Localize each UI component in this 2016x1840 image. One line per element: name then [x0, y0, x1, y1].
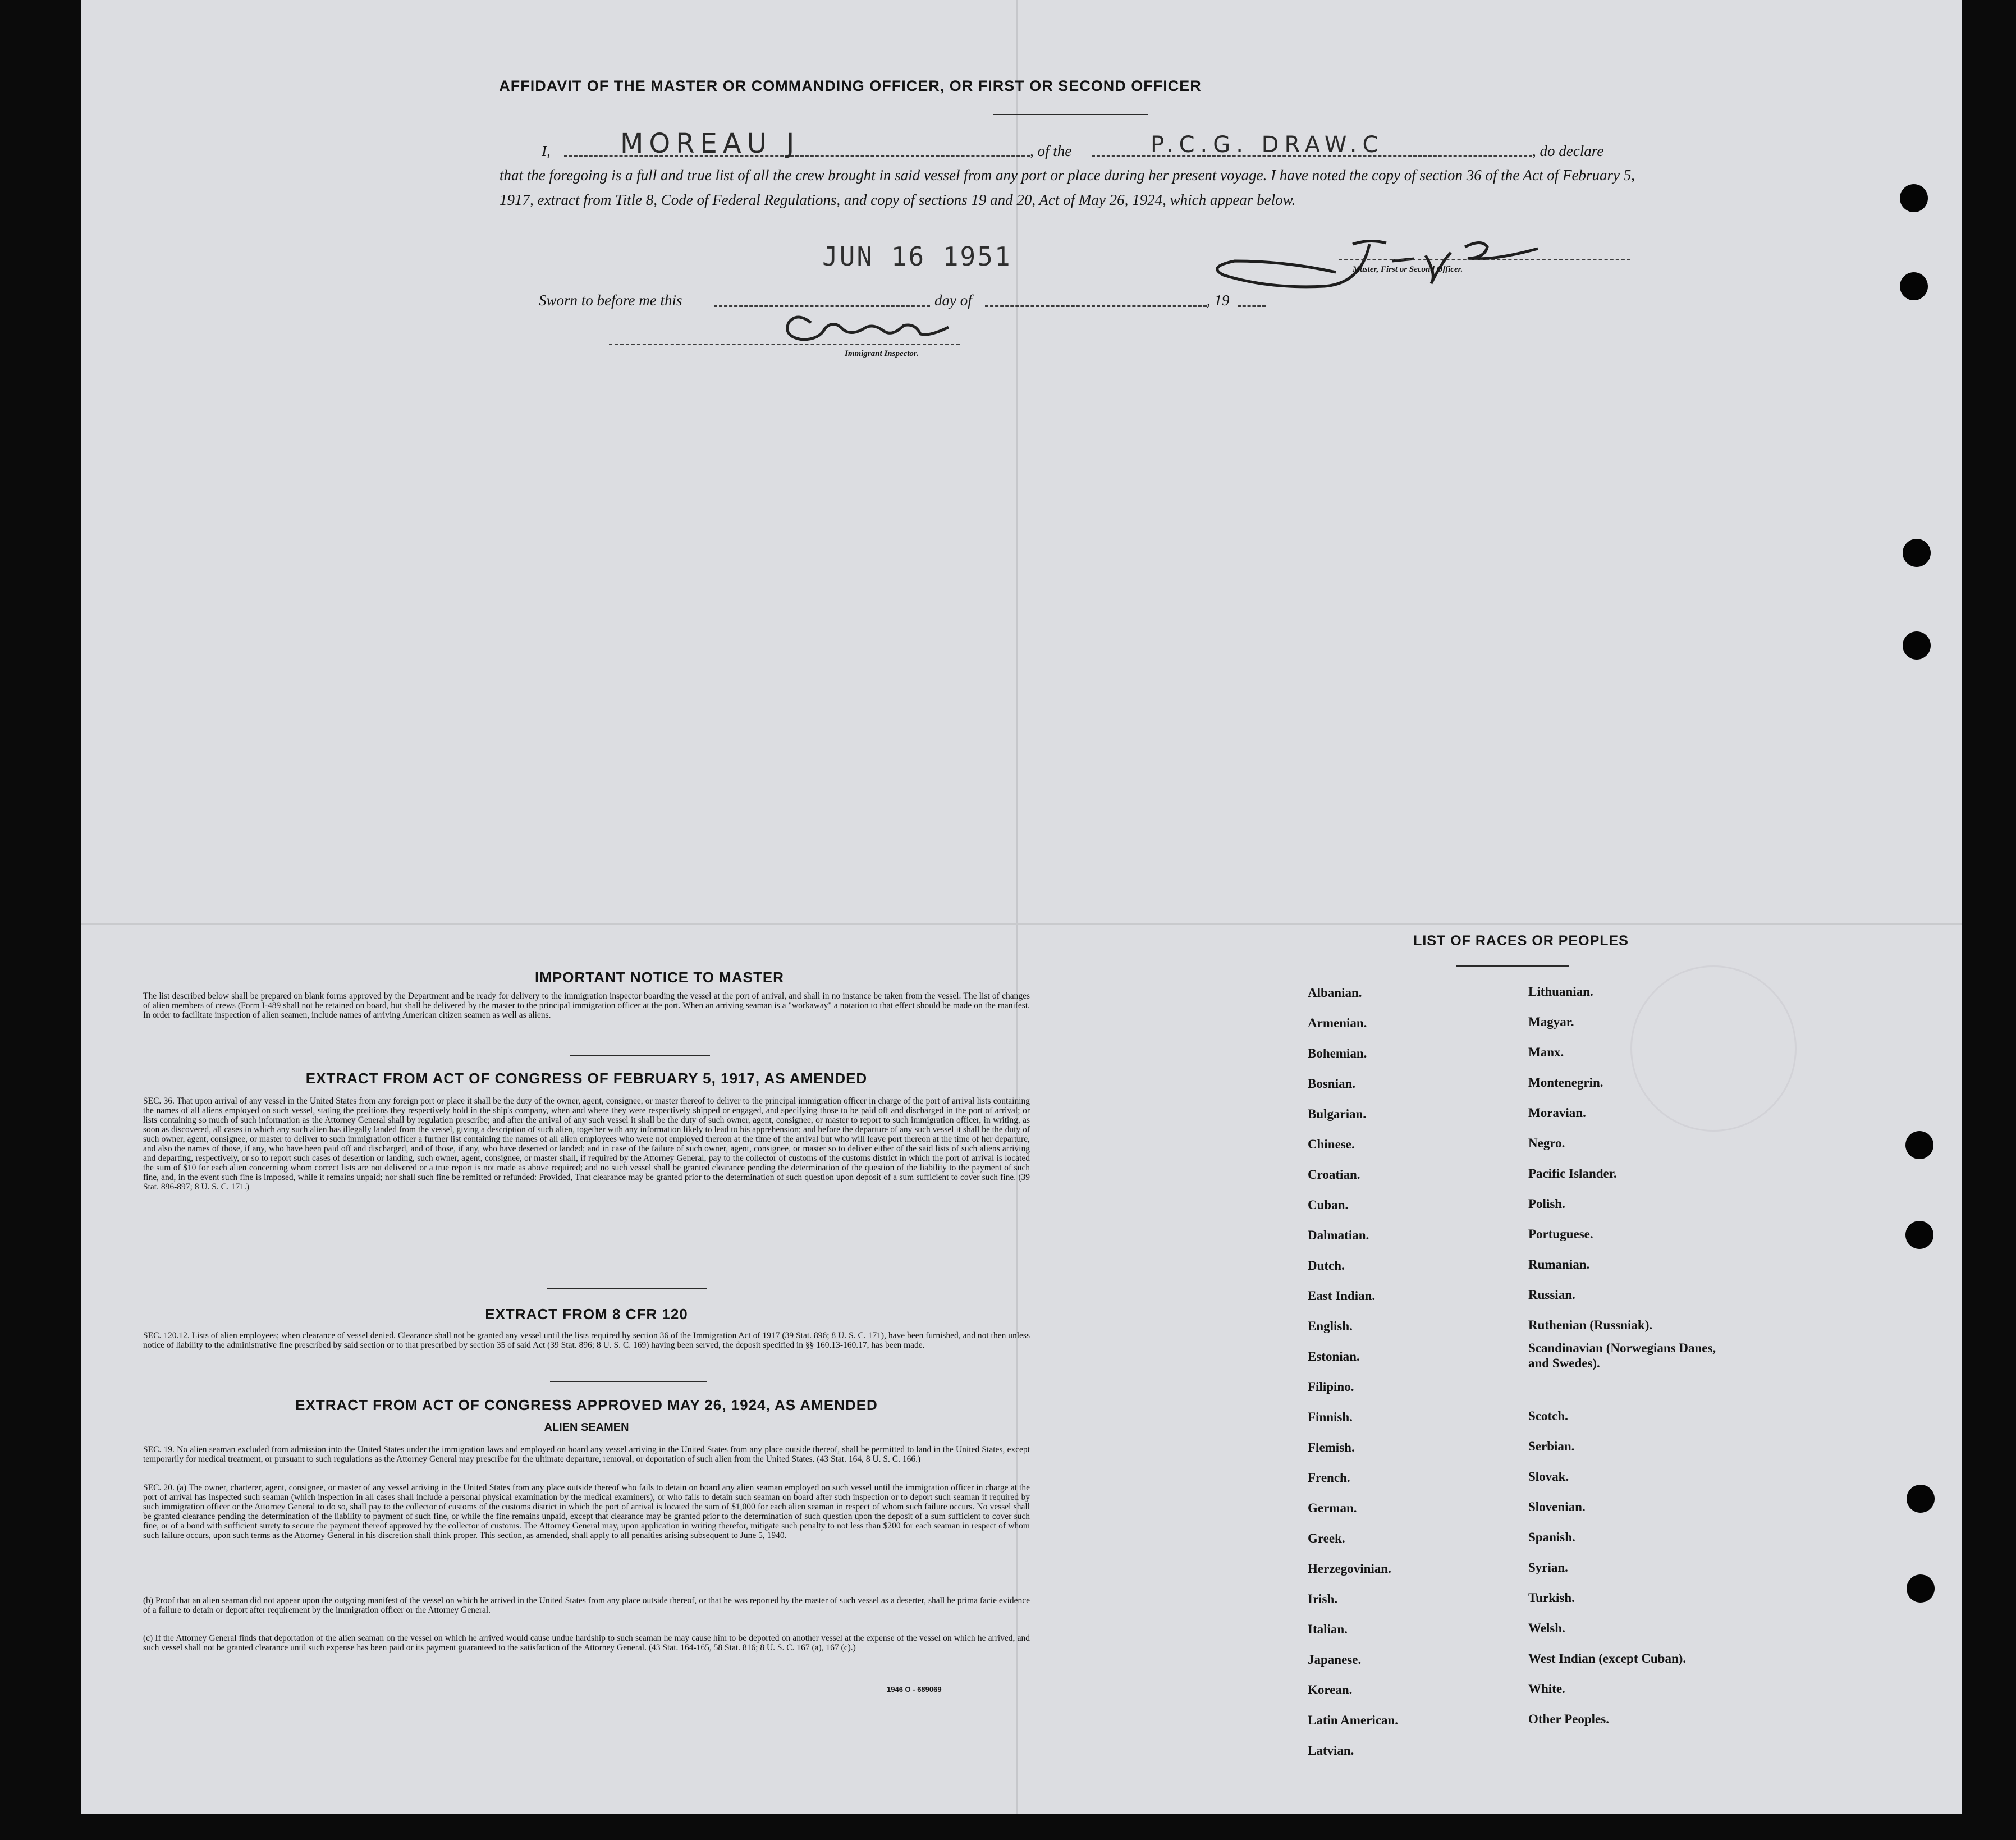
- punch-hole-icon: [1905, 1131, 1933, 1159]
- race-item: Latvian.: [1308, 1743, 1354, 1757]
- punch-hole-icon: [1903, 631, 1931, 660]
- extract-1924-title: EXTRACT FROM ACT OF CONGRESS APPROVED MAY 26, 1924, AS AMENDED: [295, 1397, 878, 1413]
- race-item: Herzegovinian.: [1308, 1562, 1391, 1576]
- extract-cfr-title: EXTRACT FROM 8 CFR 120: [485, 1306, 688, 1322]
- race-item: Montenegrin.: [1528, 1075, 1603, 1090]
- day-of-label: day of: [934, 292, 972, 309]
- race-item: Albanian.: [1308, 986, 1362, 1000]
- master-signature: [1201, 222, 1549, 300]
- sworn-month-line: [985, 305, 1207, 307]
- of-the-label: , of the: [1030, 143, 1072, 159]
- race-item: Cuban.: [1308, 1198, 1349, 1212]
- race-item: French.: [1308, 1471, 1350, 1485]
- year-label: , 19: [1207, 292, 1230, 309]
- punch-hole-icon: [1903, 539, 1931, 567]
- punch-hole-icon: [1900, 272, 1928, 300]
- vessel-name-handwritten: P.C.G. DRAW.C: [1151, 132, 1384, 158]
- horizontal-fold-line: [81, 923, 1962, 925]
- race-item: [1528, 1371, 1730, 1401]
- officer-name-handwritten: MOREAU J: [620, 128, 800, 159]
- master-caption: Master, First or Second Officer.: [1353, 265, 1463, 274]
- race-item: Negro.: [1528, 1136, 1565, 1150]
- race-item: Bosnian.: [1308, 1077, 1356, 1091]
- do-declare-label: , do declare: [1532, 143, 1604, 159]
- date-stamp: JUN 16 1951: [822, 241, 1012, 272]
- extract-1924-subtitle: ALIEN SEAMEN: [544, 1421, 629, 1434]
- race-item: Finnish.: [1308, 1410, 1353, 1424]
- vertical-fold-line: [1016, 0, 1018, 1814]
- race-item: Serbian.: [1528, 1439, 1575, 1453]
- extract-cfr-body: SEC. 120.12. Lists of alien employees; when clearance of vessel denied. Clearance shall not be granted any vessel until the lists required by section 36 of the Immigration Act of 1917 (39 Stat. 896; 8 U. S. C. 171), have been furnished, and not then unless notice of liability to the administrative fine prescribed by said section or to that prescribed by section 35 of said Act (39 Stat. 896; 8 U. S. C. 169) having been served, the deposit specified in §§ 160.13-160.17, has been made.: [143, 1331, 1030, 1350]
- master-signature-line: [1339, 259, 1630, 260]
- race-item: Bulgarian.: [1308, 1107, 1367, 1121]
- races-title: LIST OF RACES OR PEOPLES: [1413, 933, 1629, 949]
- race-item: Japanese.: [1308, 1653, 1362, 1667]
- extract-1924-sec20c: (c) If the Attorney General finds that deportation of the alien seaman on the vessel on which he arrived would cause undue hardship to such seaman he may cause him to be deported on another vessel at the expense of the vessel on which he arrived, and such vessel shall not be granted clearance until such expense has been paid or its payment guaranteed to the satisfaction of the Attorney General. (43 Stat. 164-165, 58 Stat. 816; 8 U. S. C. 167 (a), 167 (c).): [143, 1633, 1030, 1653]
- race-item: Slovenian.: [1528, 1500, 1586, 1514]
- section-divider: [547, 1288, 707, 1289]
- race-item: Latin American.: [1308, 1713, 1398, 1727]
- affidavit-title: AFFIDAVIT OF THE MASTER OR COMMANDING OFFICER, OR FIRST OR SECOND OFFICER: [499, 77, 1202, 94]
- race-item: East Indian.: [1308, 1289, 1376, 1303]
- section-divider: [550, 1381, 707, 1382]
- race-item: Moravian.: [1528, 1106, 1586, 1120]
- declaration-text: that the foregoing is a full and true list of all the crew brought in said vessel from any port or place during her present voyage. I have noted the copy of section 36 of the Act of February 5, 1917, extract from Title 8, Code of Federal Regulations, and copy of sections 19 and 20, Act of May 26, 1924, which appear below.: [500, 167, 1635, 208]
- race-item: White.: [1528, 1682, 1565, 1696]
- punch-hole-icon: [1905, 1221, 1933, 1249]
- race-item: Magyar.: [1528, 1015, 1574, 1029]
- race-item: Russian.: [1528, 1288, 1575, 1302]
- race-item: Chinese.: [1308, 1137, 1355, 1151]
- race-item: Flemish.: [1308, 1440, 1355, 1454]
- extract-1924-sec19: SEC. 19. No alien seaman excluded from admission into the United States under the immigration laws and employed on board any vessel arriving in the United States from any place outside thereof, shall be permitted to land in the United States, except temporarily for medical treatment, or pursuant to such regulations as the Attorney General may prescribe for the ultimate departure, removal, or deportation of such alien from the United States. (43 Stat. 164, 8 U. S. C. 166.): [143, 1445, 1030, 1464]
- race-item: Welsh.: [1528, 1621, 1565, 1635]
- punch-hole-icon: [1900, 184, 1928, 212]
- race-item: Polish.: [1528, 1197, 1565, 1211]
- race-item: Bohemian.: [1308, 1046, 1367, 1060]
- punch-hole-icon: [1907, 1485, 1935, 1513]
- race-item: Greek.: [1308, 1531, 1345, 1545]
- race-item: German.: [1308, 1501, 1357, 1515]
- race-item: West Indian (except Cuban).: [1528, 1651, 1687, 1665]
- race-item: Syrian.: [1528, 1560, 1568, 1574]
- race-item: Spanish.: [1528, 1530, 1575, 1544]
- race-item: Portuguese.: [1528, 1227, 1593, 1241]
- race-item: Rumanian.: [1528, 1257, 1590, 1271]
- race-item: Manx.: [1528, 1045, 1564, 1059]
- inspector-signature-line: [609, 344, 960, 345]
- race-item: Croatian.: [1308, 1168, 1360, 1182]
- race-item: Lithuanian.: [1528, 985, 1593, 999]
- print-code: 1946 O - 689069: [887, 1685, 942, 1693]
- race-item: Korean.: [1308, 1683, 1353, 1697]
- race-item: Scandinavian (Norwegians Danes, and Swedes).: [1528, 1341, 1716, 1370]
- race-item: Estonian.: [1308, 1349, 1360, 1363]
- race-item: Dalmatian.: [1308, 1228, 1369, 1242]
- punch-hole-icon: [1907, 1574, 1935, 1603]
- sworn-year-line: [1238, 305, 1266, 307]
- race-item: Other Peoples.: [1528, 1712, 1609, 1726]
- document-page: [81, 0, 1962, 1814]
- inspector-caption: Immigrant Inspector.: [845, 349, 919, 358]
- races-right-column: [1528, 977, 1730, 1734]
- races-left-column: [1308, 978, 1398, 1766]
- race-item: Scotch.: [1528, 1409, 1568, 1423]
- race-item: Irish.: [1308, 1592, 1338, 1606]
- race-item: Armenian.: [1308, 1016, 1367, 1030]
- race-item: Slovak.: [1528, 1470, 1569, 1484]
- section-divider: [570, 1055, 710, 1056]
- race-item: Italian.: [1308, 1622, 1348, 1636]
- race-item: Turkish.: [1528, 1591, 1575, 1605]
- extract-1924-sec20b: (b) Proof that an alien seaman did not appear upon the outgoing manifest of the vessel on which he arrived in the United States from any place outside thereof, or that he was reported by the master of such vessel as a deserter, shall be prima facie evidence of a failure to detain or deport after requirement by the immigration officer or the Attorney General.: [143, 1596, 1030, 1615]
- notice-body: The list described below shall be prepared on blank forms approved by the Department and be ready for delivery to the immigration inspector boarding the vessel at the port of arrival, and shall in no instance be taken from the vessel. The list of changes of alien members of crews (Form I-489 shall not be retained on board, but shall be delivered by the master to the principal immigration officer at the port. When an arriving seaman is a "workaway" a notation to that effect should be made on the manifest. In order to facilitate inspection of alien seamen, include names of arriving American citizen seamen as well as aliens.: [143, 991, 1030, 1020]
- race-item: Filipino.: [1308, 1380, 1354, 1394]
- race-item: Pacific Islander.: [1528, 1166, 1617, 1180]
- notice-title: IMPORTANT NOTICE TO MASTER: [535, 969, 784, 986]
- extract-1917-title: EXTRACT FROM ACT OF CONGRESS OF FEBRUARY 5, 1917, AS AMENDED: [305, 1070, 868, 1087]
- race-item: Dutch.: [1308, 1258, 1345, 1273]
- sworn-label: Sworn to before me this: [539, 292, 682, 309]
- i-label: I,: [542, 143, 551, 159]
- race-item: Ruthenian (Russniak).: [1528, 1318, 1653, 1332]
- race-item: English.: [1308, 1319, 1353, 1333]
- extract-1917-body: SEC. 36. That upon arrival of any vessel in the United States from any foreign port or place it shall be the duty of the owner, agent, consignee, or master thereof to deliver to the principal immigration officer in charge of the port of arrival lists containing the names of all aliens employed on such vessel, stating the positions they respectively hold in the ship's company, when and where they were respectively shipped or engaged, and specifying those to be paid off and discharged in the port of arrival; or lists containing so much of such information as the Attorney General shall by regulation prescribe; and after the arrival of any such vessel it shall be the duty of such owner, agent, consignee, or master to report to such immigration officer, in writing, as soon as discovered, all cases in which any such alien has illegally landed from the vessel, giving a description of such alien, together with any information likely to lead to his apprehension; and before the departure of any such vessel it shall be the duty of such owner, agent, consignee, or master to deliver to such immigration officer a further list containing the names of all alien employees who were not employed thereon at the time of the arrival but who will leave port thereon at the time of her departure, and also the names of those, if any, who have been paid off and discharged, and of those, if any, who have deserted or landed; and in case of the failure of such owner, agent, consignee, or master so to deliver either of the said lists of such aliens arriving and departing, respectively, or so to report such cases of desertion or landing, such owner, agent, consignee, or master shall, if required by the Attorney General, pay to the collector of customs of the customs district in which the port of arrival is located the sum of $10 for each alien concerning whom correct lists are not delivered or a true report is not made as above required; and no such vessel shall be granted clearance pending the determination of the question of the liability to the payment of such fine, and, in the event such fine is imposed, while it remains unpaid; nor shall such fine be remitted or refunded: Provided, That clearance may be granted prior to the determination of such question upon deposit of a sum sufficient to cover such fine. (39 Stat. 896-897; 8 U. S. C. 171.): [143, 1096, 1030, 1192]
- extract-1924-sec20a: SEC. 20. (a) The owner, charterer, agent, consignee, or master of any vessel arriving in the United States from any place outside thereof who fails to detain on board any alien seaman employed on such vessel until the immigration officer in charge at the port of arrival has inspected such seaman (which inspection in all cases shall include a personal physical examination by the medical examiners), or who fails to detain such seaman on board after such inspection or to deport such seaman if required by such immigration officer or the Attorney General to do so, shall pay to the collector of customs of the customs district in which the port of arrival is located the sum of $1,000 for each alien seaman in respect of whom such failure occurs. No vessel shall be granted clearance pending the determination of the liability to payment of such fine, or while the fine remains unpaid, except that clearance may be granted prior to the determination of such question upon the deposit of a sum sufficient to cover such fine, or of a bond with sufficient surety to secure the payment thereof approved by the collector of customs. The Attorney General may, upon application in writing therefor, mitigate such penalty to not less than $200 for each seaman in respect of whom such failure occurs, upon such terms as the Attorney General in his discretion shall think proper. This section, as amended, shall apply to all penalties arising subsequent to June 5, 1940.: [143, 1483, 1030, 1540]
- title-underline: [993, 114, 1148, 115]
- races-title-underline: [1456, 965, 1569, 967]
